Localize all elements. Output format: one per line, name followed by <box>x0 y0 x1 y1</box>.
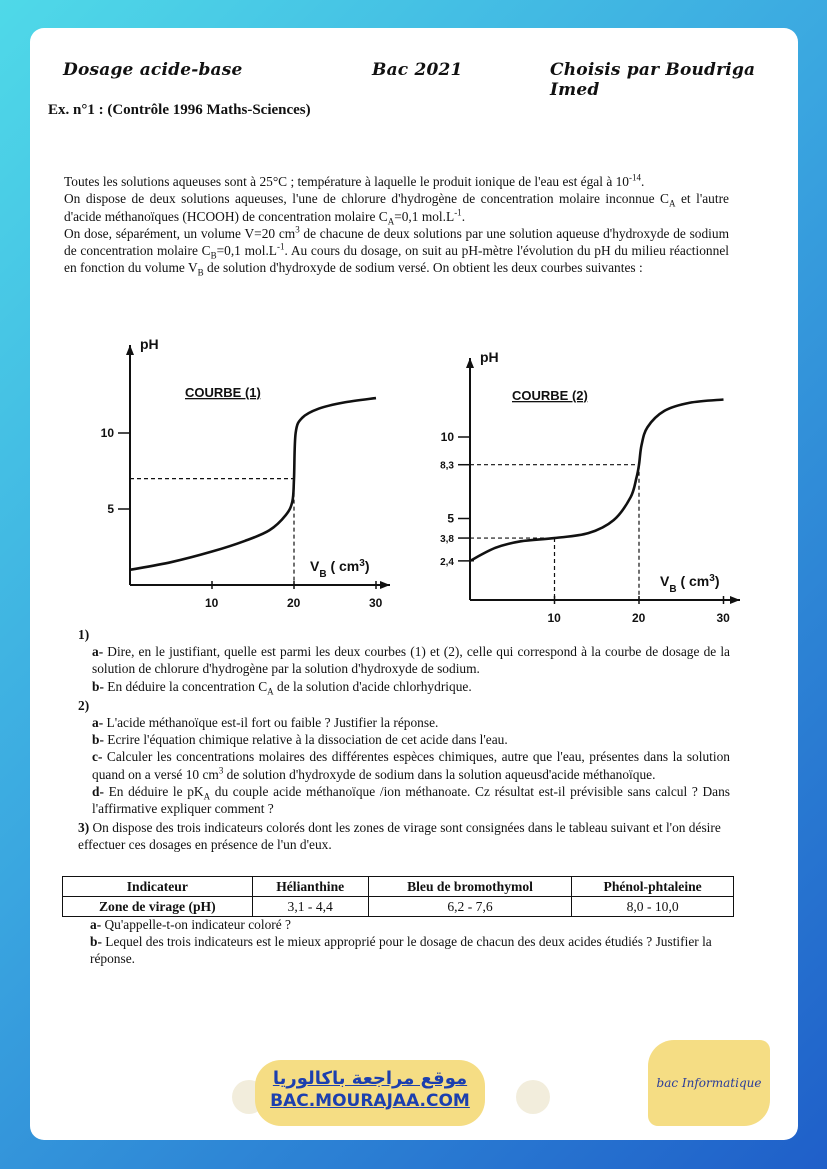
x-axis-arrow <box>380 581 390 589</box>
x-tick-label: 30 <box>716 611 730 625</box>
question-3-subquestions <box>90 916 730 968</box>
y-axis-label: pH <box>480 349 499 365</box>
ph-curve-series <box>130 398 376 570</box>
exercise-title: Ex. n°1 : (Contrôle 1996 Maths-Sciences) <box>48 102 311 118</box>
y-tick-label: 3,8 <box>440 534 454 546</box>
table-header-cell: Hélianthine <box>252 877 368 897</box>
question-2d: d- En déduire le $pK_A$ du couple acide méthanoïque /ion méthanoate. Cz résultat est-il prévisible sans calcul ? Dans l'affirmative expliquer comment ? <box>92 783 730 817</box>
question-3a: a- Qu'appelle-t-on indicateur coloré ? <box>90 917 291 932</box>
titration-graphs-svg <box>60 300 740 630</box>
question-1 <box>78 626 730 695</box>
intro-text <box>64 173 729 277</box>
table-header-cell: Phénol-phtaleine <box>572 877 734 897</box>
intro-paragraph-1: Toutes les solutions aqueuses sont à 25°C ; température à laquelle le produit ionique de l'eau est égal à $10^{-14}$. <box>64 172 645 189</box>
x-axis-arrow <box>730 596 740 604</box>
y-tick-label: 2,4 <box>440 556 454 568</box>
table-cell: Zone de virage (pH) <box>63 897 253 917</box>
curve-title: COURBE (2) <box>512 388 588 403</box>
x-tick-label: 10 <box>205 596 219 610</box>
x-tick-label: 10 <box>547 611 561 625</box>
table-cell: 6,2 - 7,6 <box>368 897 572 917</box>
header-author: Choisis par Boudriga Imed <box>550 60 756 100</box>
question-3 <box>78 819 730 853</box>
x-tick-label: 20 <box>287 596 301 610</box>
indicator-table-header <box>63 877 734 897</box>
intro-paragraph-2: On dispose de deux solutions aqueuses, l'une de chlorure d'hydrogène de concentration molaire inconnue $C_A$ et l'autre d'acide méthanoïques (HCOOH) de concentration molaire $C_A=0,1$ $mol.L^{-1}$. <box>64 191 729 227</box>
curve-title: COURBE (1) <box>185 385 261 400</box>
x-axis-label: $V_B$ ( $cm^3$) <box>310 557 370 580</box>
y-tick-label: 10 <box>100 426 114 440</box>
table-cell: 8,0 - 10,0 <box>572 897 734 917</box>
table-cell: 3,1 - 4,4 <box>252 897 368 917</box>
table-header-cell: Bleu de bromothymol <box>368 877 572 897</box>
x-tick-label: 20 <box>632 611 646 625</box>
x-tick-label: 30 <box>369 596 383 610</box>
question-1-number: 1) <box>78 627 90 642</box>
y-tick-label: 5 <box>107 502 114 516</box>
x-axis-label: $V_B$ ( $cm^3$) <box>660 572 720 595</box>
y-tick-label: 5 <box>447 511 454 526</box>
table-row <box>63 897 734 917</box>
question-1b: b- En déduire la concentration $C_A$ de la solution d'acide chlorhydrique. <box>92 678 472 697</box>
question-3-text: 3) On dispose des trois indicateurs colorés dont les zones de virage sont consignées dans le tableau suivant et l'on désire effectuer ces dosages en présence de l'un d'eux. <box>78 820 721 853</box>
footer-logo-right <box>516 1080 550 1114</box>
footer-arabic-title[interactable]: موقع مراجعة باكالوريا <box>272 1068 468 1089</box>
intro-paragraph-3: On dose, séparément, un volume V=20 $cm^3$ de chacune de deux solutions par une solution aqueuse d'hydroxyde de sodium de concentration molaire $C_B=0,1$ $mol.L^{-1}$. Au cours du dosage, on suit au pH-mètre l'évolution du pH du milieu réactionnel en fonction du volume $V_B$ de solution d'hydroxyde de sodium versé. On obtient les deux courbes suivantes : <box>64 224 730 279</box>
y-tick-label: 8,3 <box>440 460 454 472</box>
question-2b: b- Ecrire l'équation chimique relative à la dissociation de cet acide dans l'eau. <box>92 732 508 748</box>
question-1a: a- Dire, en le justifiant, quelle est parmi les deux courbes (1) et (2), celle qui correspond à la courbe de dosage de la solution de chlorure d'hydrogène par la solution d'hydroxyde de sodium. <box>92 644 730 677</box>
header-year: Bac 2021 <box>372 60 463 80</box>
y-axis-arrow <box>466 358 474 368</box>
ph-curve-series <box>470 400 724 561</box>
question-3b: b- Lequel des trois indicateurs est le mieux approprié pour le dosage de chacun des deux acides étudiés ? Justifier la réponse. <box>90 934 712 967</box>
question-2 <box>78 697 730 817</box>
table-header-cell: Indicateur <box>63 877 253 897</box>
question-2a: a- L'acide méthanoïque est-il fort ou faible ? Justifier la réponse. <box>92 715 439 731</box>
questions <box>78 624 730 854</box>
y-axis-arrow <box>126 345 134 355</box>
titration-curve-panel-2 <box>458 358 740 604</box>
y-tick-label: 10 <box>440 430 454 444</box>
titration-curve-panel-1 <box>118 345 390 589</box>
question-2c: c- Calculer les concentrations molaires des différentes espèces chimiques, autre que l'eau, présentes dans la solution quand on a versé 10 $cm^3$ de solution d'hydroxyde de sodium dans la solution aqueusd'acide méthanoïque. <box>92 749 730 782</box>
y-axis-label: pH <box>140 336 159 352</box>
titration-graphs <box>60 300 740 630</box>
footer-site-banner[interactable] <box>255 1060 485 1126</box>
indicator-table <box>62 876 734 917</box>
header-subject: Dosage acide-base <box>63 60 243 80</box>
document-page <box>30 28 798 1140</box>
question-2-number: 2) <box>78 697 90 713</box>
footer-url-link[interactable]: BAC.MOURAJAA.COM <box>270 1091 470 1111</box>
bac-informatique-badge: bac Informatique <box>648 1040 770 1126</box>
